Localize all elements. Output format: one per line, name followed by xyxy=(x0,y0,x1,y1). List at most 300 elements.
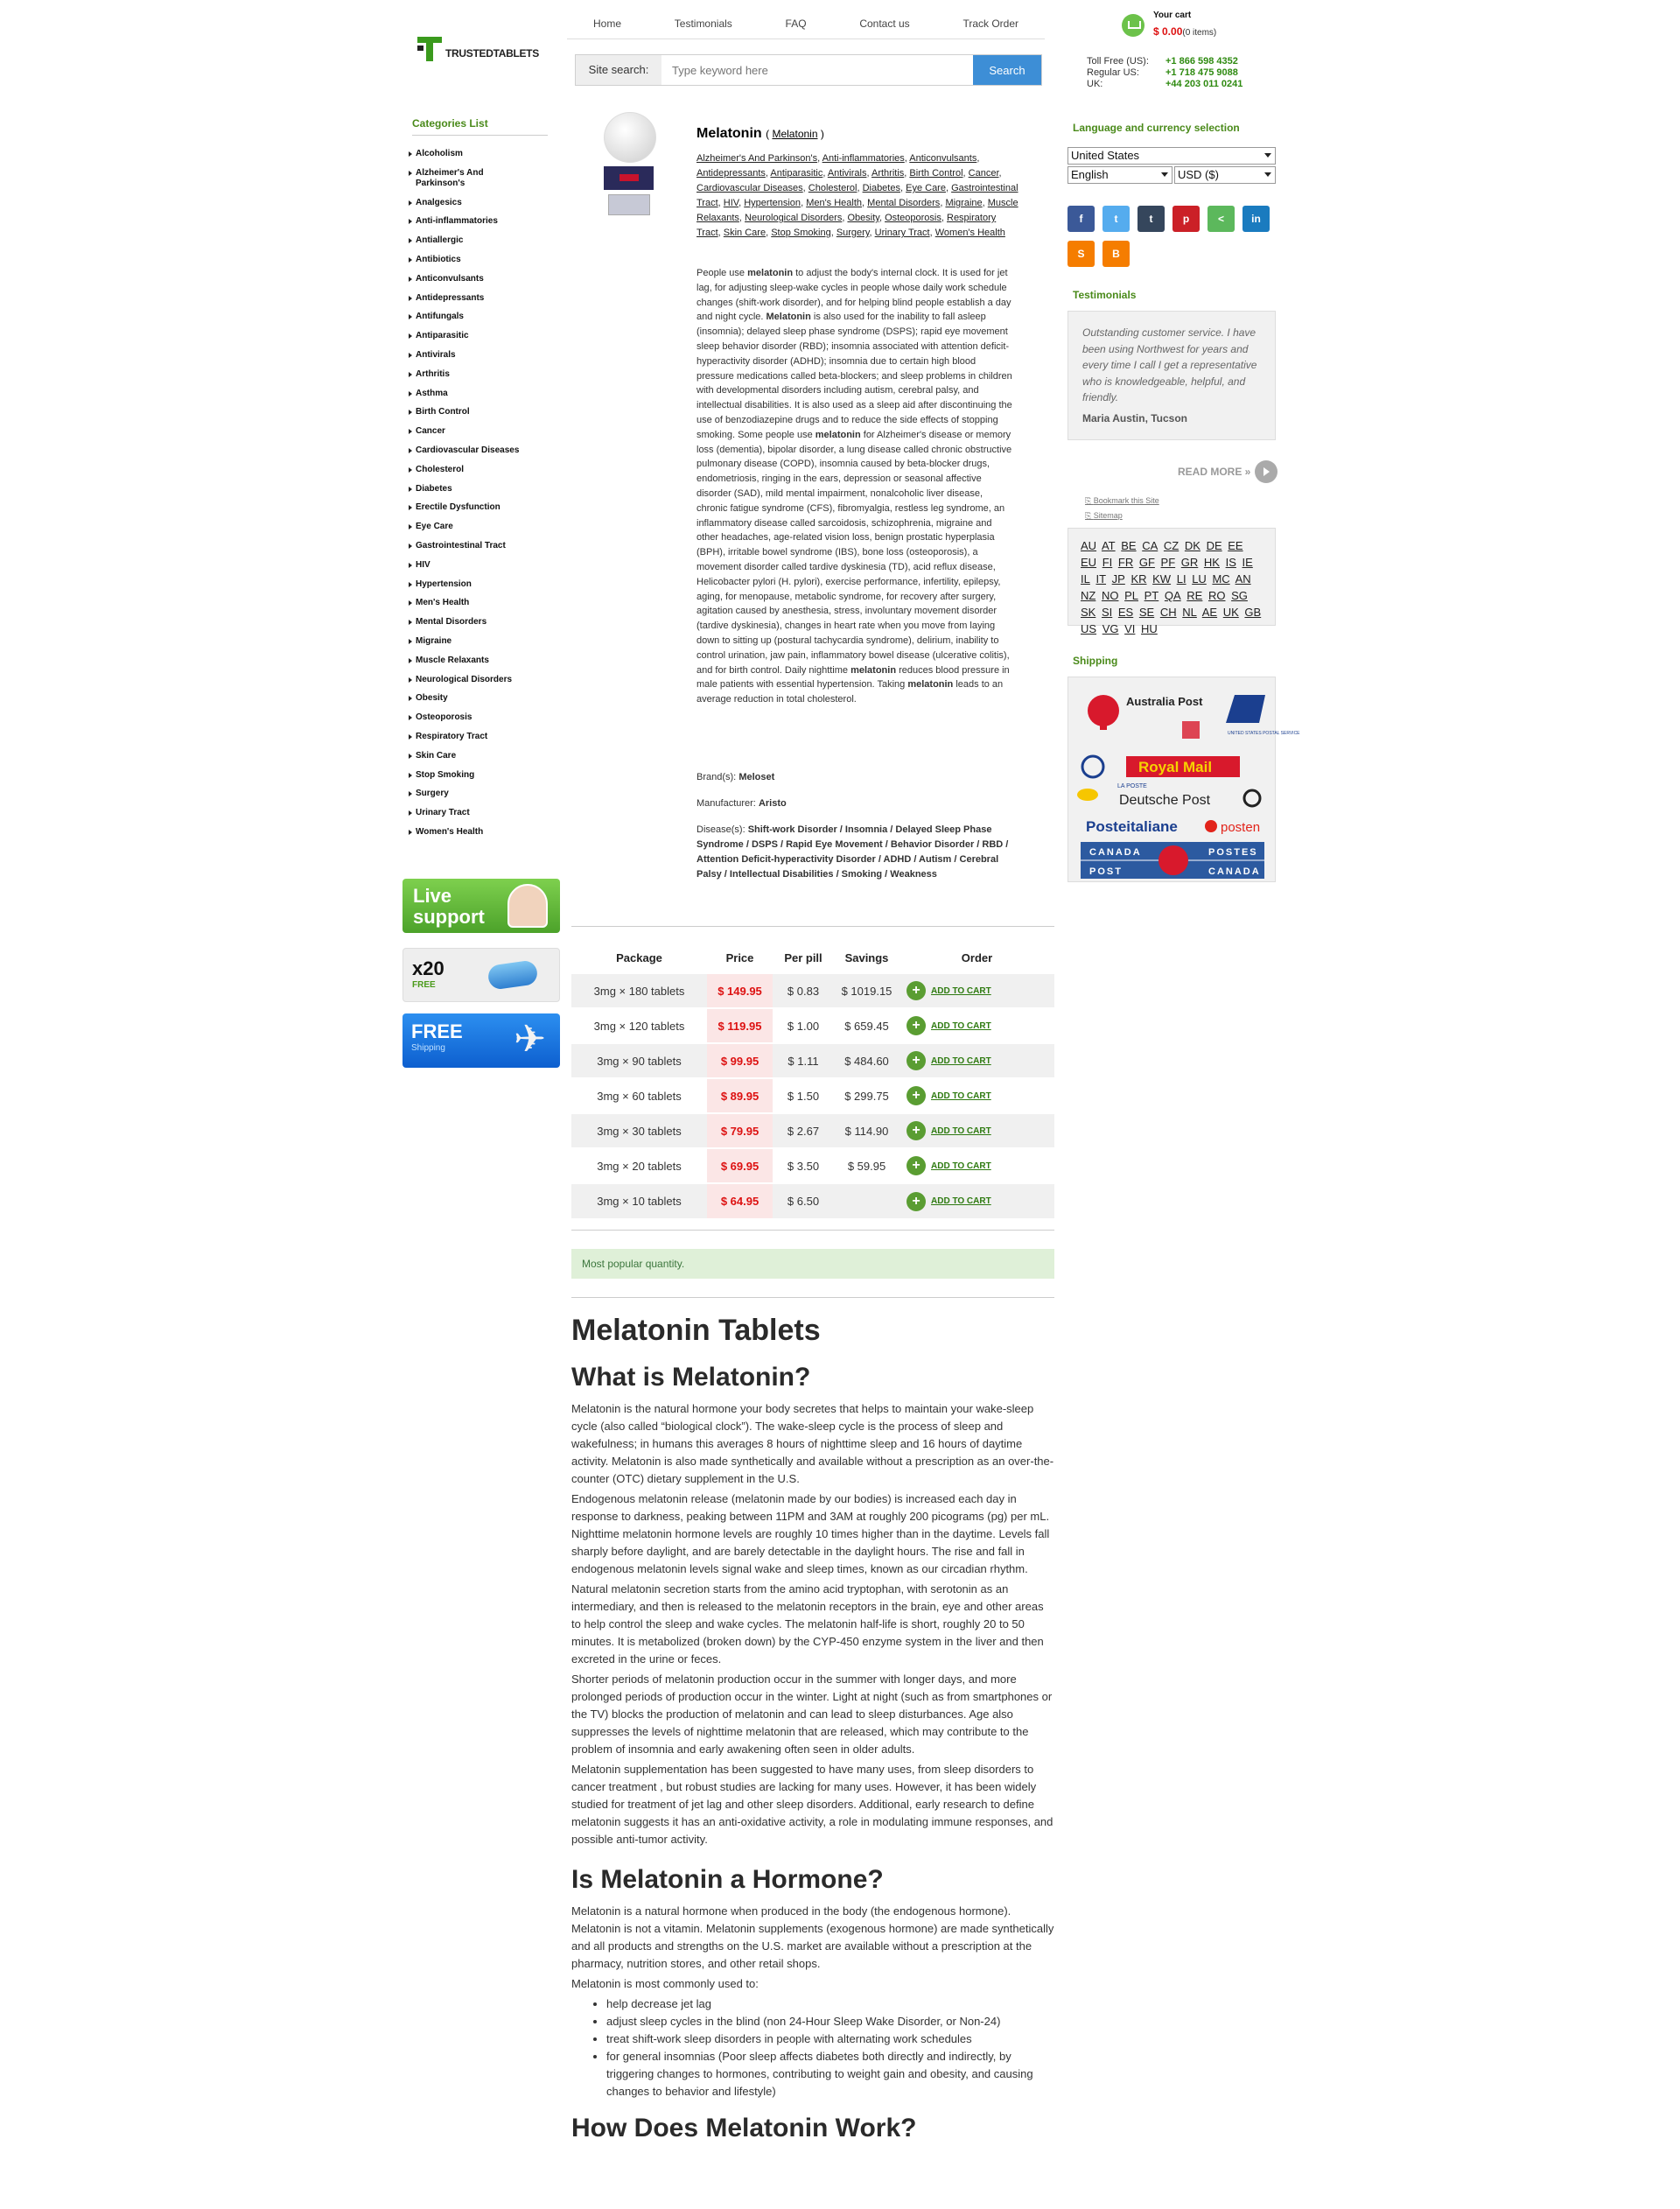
category-tag-link[interactable]: Birth Control xyxy=(909,168,963,179)
section-heading: What is Melatonin? xyxy=(571,1363,811,1392)
country-link[interactable]: GR xyxy=(1180,556,1199,569)
country-link[interactable]: PT xyxy=(1144,589,1159,602)
article-paragraph: Melatonin is the natural hormone your body secretes that helps to maintain your wake-sleep cycle (also called “biological clock”). The wake-sleep cycle is the process of sleep and wakefulness; in humans this averages 8 hours of nighttime sleep and 16 hours of daytime activity. Melatonin is also made synthetically and available without a prescription as an over-the-counter (OTC) dietary supplement in the U.S. xyxy=(571,1402,1054,1485)
per-pill-cell: $ 1.00 xyxy=(773,1008,834,1043)
keyword: melatonin xyxy=(907,679,954,691)
category-link[interactable]: Birth Control xyxy=(407,407,556,417)
country-link[interactable]: VG xyxy=(1102,622,1119,635)
country-link[interactable]: RE xyxy=(1186,589,1203,602)
shipping-logo-label: POST xyxy=(1089,866,1123,877)
category-link[interactable]: Antivirals xyxy=(407,350,556,361)
add-to-cart-button[interactable] xyxy=(900,1044,1054,1077)
categories-title: Categories List xyxy=(412,117,548,136)
category-link[interactable]: Antiparasitic xyxy=(407,331,556,341)
savings-cell: $ 299.75 xyxy=(834,1078,900,1113)
country-link[interactable]: DE xyxy=(1206,539,1222,552)
linkedin-icon[interactable]: in xyxy=(1242,206,1270,232)
category-link[interactable]: Cancer xyxy=(407,426,556,437)
product-generic-link[interactable]: Melatonin xyxy=(772,128,818,140)
country-link[interactable]: CZ xyxy=(1163,539,1180,552)
category-tag-link[interactable]: Arthritis xyxy=(871,168,905,179)
plus-icon: + xyxy=(906,1051,926,1070)
list-item: • for general insomnias (Poor sleep affects diabetes both directly and indirectly, by triggering changes to hormones, contributing to weight gain and obesity, and causing changes to behavior and lifestyle) xyxy=(606,2048,1056,2100)
price-cell: $ 64.95 xyxy=(707,1183,773,1218)
stumbleupon-icon[interactable]: S xyxy=(1068,241,1095,267)
category-tag-link[interactable]: Urinary Tract xyxy=(874,228,930,238)
search-button[interactable]: Search xyxy=(973,55,1041,85)
section-heading: How Does Melatonin Work? xyxy=(571,2114,917,2142)
nav-testimonials[interactable]: Testimonials xyxy=(674,18,732,30)
country-link[interactable]: AU xyxy=(1081,539,1097,552)
category-link[interactable]: Respiratory Tract xyxy=(407,732,556,742)
package-cell: 3mg × 180 tablets xyxy=(571,973,707,1008)
category-link[interactable]: Neurological Disorders xyxy=(407,675,556,685)
country-link[interactable]: ES xyxy=(1117,606,1134,619)
per-pill-cell: $ 6.50 xyxy=(773,1183,834,1218)
twitter-icon[interactable]: t xyxy=(1102,206,1130,232)
category-link[interactable]: Surgery xyxy=(407,789,556,799)
category-tag-link[interactable]: Alzheimer's And Parkinson's xyxy=(696,153,818,164)
section-heading: Is Melatonin a Hormone? xyxy=(571,1865,884,1894)
keyword: Melatonin xyxy=(766,312,811,323)
shipping-logo-label: UNITED STATES POSTAL SERVICE xyxy=(1228,731,1300,736)
shipping-logo-label: Posteitaliane xyxy=(1086,818,1178,835)
tumblr-icon[interactable]: t xyxy=(1138,206,1165,232)
country-link[interactable]: SE xyxy=(1138,606,1155,619)
add-to-cart-label: ADD TO CART xyxy=(931,1161,991,1171)
category-tag-link[interactable]: Hypertension xyxy=(744,198,802,208)
site-search xyxy=(575,54,1042,86)
free-shipping-title: FREE xyxy=(411,1020,463,1042)
country-link[interactable]: IE xyxy=(1242,556,1253,569)
column-header: Per pill xyxy=(784,951,822,964)
country-link[interactable]: UK xyxy=(1222,606,1239,619)
facebook-icon[interactable]: f xyxy=(1068,206,1095,232)
category-link[interactable]: Stop Smoking xyxy=(407,770,556,781)
shipping-logo-label: Australia Post xyxy=(1126,695,1203,708)
country-link[interactable]: GB xyxy=(1244,606,1262,619)
pricing-row xyxy=(571,1113,1054,1148)
savings-cell: $ 1019.15 xyxy=(834,973,900,1008)
country-link[interactable]: IT xyxy=(1096,572,1107,586)
keyword: melatonin xyxy=(850,664,897,676)
order-cell xyxy=(900,1043,1054,1078)
category-tag-link[interactable]: Gastrointestinal Tract xyxy=(696,183,1018,208)
country-link[interactable]: SI xyxy=(1101,606,1113,619)
country-link[interactable]: QA xyxy=(1164,589,1181,602)
package-cell: 3mg × 20 tablets xyxy=(571,1148,707,1183)
country-link[interactable]: SK xyxy=(1081,606,1096,619)
cart-title[interactable]: Your cart xyxy=(1153,11,1192,20)
shipping-logo-label: Royal Mail xyxy=(1138,759,1213,775)
phone-label: Toll Free (US): xyxy=(1087,56,1149,67)
cart-icon[interactable] xyxy=(1122,14,1144,37)
categories-list xyxy=(407,149,556,846)
carrier-logos-graphic xyxy=(1068,677,1300,883)
package-cell: 3mg × 120 tablets xyxy=(571,1008,707,1043)
country-link[interactable]: AN xyxy=(1235,572,1251,586)
country-link[interactable]: AT xyxy=(1101,539,1116,552)
nav-home[interactable]: Home xyxy=(593,18,622,30)
shipping-logos xyxy=(1068,677,1300,882)
savings-cell xyxy=(834,1183,900,1218)
price-cell: $ 99.95 xyxy=(707,1043,773,1078)
category-link[interactable]: Antiallergic xyxy=(407,235,556,246)
add-to-cart-button[interactable] xyxy=(900,1185,1054,1218)
site-logo[interactable] xyxy=(417,35,539,63)
pricing-row xyxy=(571,973,1054,1008)
popular-quantity-note: Most popular quantity. xyxy=(571,1249,1054,1279)
plus-icon: + xyxy=(906,981,926,1000)
category-link[interactable]: HIV xyxy=(407,560,556,571)
category-link[interactable]: Obesity xyxy=(407,693,556,704)
add-to-cart-button[interactable] xyxy=(900,1009,1054,1042)
country-link[interactable]: GF xyxy=(1138,556,1155,569)
package-cell: 3mg × 10 tablets xyxy=(571,1183,707,1218)
country-link[interactable]: MC xyxy=(1212,572,1230,586)
plus-icon: + xyxy=(906,1192,926,1211)
add-to-cart-button[interactable] xyxy=(900,1114,1054,1147)
country-link[interactable]: LI xyxy=(1176,572,1186,586)
category-link[interactable]: Men's Health xyxy=(407,598,556,608)
country-link[interactable]: CA xyxy=(1142,539,1158,552)
phone-number: +44 203 011 0241 xyxy=(1166,79,1243,89)
per-pill-cell: $ 2.67 xyxy=(773,1113,834,1148)
category-link[interactable]: Diabetes xyxy=(407,484,556,494)
category-link[interactable]: Alzheimer's And Parkinson's xyxy=(407,168,490,189)
cart-total-amount: $ 0.00 xyxy=(1153,25,1183,38)
language-currency-title: Language and currency selection xyxy=(1073,122,1240,134)
product-description: People use melatonin to adjust the body's internal clock. It is used for jet lag, for adjusting sleep-wake cycles in people whose daily work schedule changes (shift-work disorder), and for helping blind people establish a day and night cycle. Melatonin is also used for the inability to fall asleep (insomnia); delayed sleep phase syndrome (DSPS); rapid eye movement sleep behavior disorder (RBD); insomnia associated with attention deficit-hyperactivity disorder (ADHD); insomnia due to certain high blood pressure medications called beta-blockers; and sleep problems in children with developmental disorders including autism, cerebral palsy, and intellectual disabilities. It is also used as a sleep aid after discontinuing the use of benzodiazepine drugs and to reduce the side effects of stopping smoking. Some people use melatonin for Alzheimer's disease or memory loss (dementia), bipolar disorder, a lung disease called chronic obstructive pulmonary disease (COPD), insomnia caused by beta-blocker drugs, endometriosis, ringing in the ears, depression or seasonal affective disorder (SAD), mild mental impairment, nonalcoholic liver disease, chronic fatigue syndrome (CFS), fibromyalgia, restless leg syndrome, an inflammatory disease called sarcoidosis, schizophrenia, migraine and other headaches, age-related vision loss, benign prostatic hyperplasia (BPH), irritable bowel syndrome (IBS), bone loss (osteoporosis), a movement disorder called tardive dyskinesia (TD), acid reflux disease, Helicobacter pylori (H. pylori), exercise performance, infertility, epilepsy, aging, for menopause, metabolic syndrome, for recovery after surgery, agitation caused by anesthesia, stress, involuntary movement disorder (tardive dyskinesia), changes in heart rate when you move from laying down to sitting up (postural tachycardia syndrome), delirium, inability to control urination, jaw pain, inflammatory bowel disease (ulcerative colitis), and for birth control. Daily nighttime melatonin reduces blood pressure in male patients with essential hypertension. Taking melatonin leads to an average reduction in total cholesterol. xyxy=(696,268,1012,705)
brand-value: Meloset xyxy=(738,772,775,782)
free-shipping-banner[interactable] xyxy=(402,1013,560,1068)
pricing-header-row xyxy=(571,943,1054,973)
category-tag-link[interactable]: Eye Care xyxy=(906,183,946,193)
category-link[interactable]: Muscle Relaxants xyxy=(407,656,556,666)
list-item: • help decrease jet lag xyxy=(606,1995,1056,2013)
product-name: Melatonin xyxy=(696,126,762,141)
per-pill-cell: $ 1.11 xyxy=(773,1043,834,1078)
category-link[interactable]: Antidepressants xyxy=(407,293,556,304)
article-paragraph: Shorter periods of melatonin production occur in the summer with longer days, and more prolonged periods of production occur in the winter. Light at night (such as from smartphones or the TV) blocks the production of melatonin and can lead to sleep disturbances. Age also suppresses the levels of nighttime melatonin that are released, which may contribute to the problem of insomnia and early awakening often seen in older adults. xyxy=(571,1673,1053,1756)
read-more-link[interactable]: READ MORE » xyxy=(1178,466,1251,478)
add-to-cart-label: ADD TO CART xyxy=(931,1055,991,1066)
language-select[interactable]: English xyxy=(1068,166,1172,184)
savings-cell: $ 484.60 xyxy=(834,1043,900,1078)
country-link[interactable]: JP xyxy=(1111,572,1125,586)
live-support-banner[interactable] xyxy=(402,879,560,933)
shipping-logo-label: Deutsche Post xyxy=(1119,793,1211,808)
country-link[interactable]: NL xyxy=(1182,606,1197,619)
country-link[interactable]: BE xyxy=(1121,539,1137,552)
category-tag-link[interactable]: Anticonvulsants xyxy=(909,153,977,164)
category-tag-link[interactable]: Diabetes xyxy=(862,183,900,193)
category-link[interactable]: Anti-inflammatories xyxy=(407,216,556,227)
category-link[interactable]: Cardiovascular Diseases xyxy=(407,445,556,456)
category-link[interactable]: Anticonvulsants xyxy=(407,274,556,284)
country-link[interactable]: IL xyxy=(1081,572,1090,586)
search-input[interactable] xyxy=(662,55,973,85)
country-link[interactable]: KR xyxy=(1130,572,1147,586)
testimonial-author: Maria Austin, Tucson xyxy=(1082,412,1188,424)
order-cell xyxy=(900,1113,1054,1148)
support-agent-icon xyxy=(508,884,548,928)
category-link[interactable]: Migraine xyxy=(407,636,556,647)
country-link[interactable]: RO xyxy=(1208,589,1226,602)
category-tag-link[interactable]: Men's Health xyxy=(806,198,863,208)
per-pill-cell: $ 3.50 xyxy=(773,1148,834,1183)
category-link[interactable]: Antifungals xyxy=(407,312,556,322)
country-link[interactable]: SG xyxy=(1231,589,1248,602)
category-tag-link[interactable]: Migraine xyxy=(945,198,983,208)
article-paragraph: Melatonin supplementation has been suggested to have many uses, from sleep disorders to cancer treatment , but robust studies are lacking for many uses. However, it has been widely studied for treatment of jet lag and other sleep disorders. Additional, early research to define melatonin suggests it has an anti-oxidative activity, a role in modulating immune responses, and possible anti-tumor activity. xyxy=(571,1763,1054,1846)
article-title: Melatonin Tablets xyxy=(571,1314,821,1347)
column-header: Price xyxy=(725,951,754,964)
category-tag-link[interactable]: Cholesterol xyxy=(808,183,858,193)
divider xyxy=(571,1230,1054,1231)
phone-number: +1 718 475 9088 xyxy=(1166,67,1238,78)
nav-contact[interactable]: Contact us xyxy=(859,18,910,30)
category-link[interactable]: Asthma xyxy=(407,389,556,399)
arrow-right-icon[interactable] xyxy=(1255,460,1278,483)
category-tag-link[interactable]: HIV xyxy=(723,198,739,208)
product-brand xyxy=(696,772,774,782)
shipping-logo-label: CANADA xyxy=(1208,866,1261,877)
category-tag-link[interactable]: Cancer xyxy=(968,168,999,179)
cart-total[interactable] xyxy=(1153,25,1216,38)
pill-icon xyxy=(486,959,538,991)
list-item: • adjust sleep cycles in the blind (non 24-Hour Sleep Wake Disorder, or Non-24) xyxy=(606,2013,1056,2030)
country-links xyxy=(1068,528,1276,635)
divider xyxy=(571,926,1054,927)
plus-icon: + xyxy=(906,1016,926,1035)
category-tag-link[interactable]: Muscle Relaxants xyxy=(696,198,1018,223)
order-cell xyxy=(900,1183,1054,1218)
product-title xyxy=(696,126,824,142)
add-to-cart-label: ADD TO CART xyxy=(931,1020,991,1031)
country-select[interactable]: United States xyxy=(1068,147,1276,165)
category-link[interactable]: Eye Care xyxy=(407,522,556,532)
keyword: melatonin xyxy=(815,429,861,440)
savings-cell: $ 59.95 xyxy=(834,1148,900,1183)
category-link[interactable]: Erectile Dysfunction xyxy=(407,502,556,513)
category-tag-link[interactable]: Antivirals xyxy=(827,168,867,179)
testimonials-title: Testimonials xyxy=(1073,289,1137,301)
divider xyxy=(571,1297,1054,1298)
category-tag-link[interactable]: Surgery xyxy=(836,228,870,238)
country-link[interactable]: KW xyxy=(1152,572,1172,586)
diseases-value: Shift-work Disorder / Insomnia / Delayed Sleep Phase Syndrome / DSPS / Rapid Eye Movement / Behavior Disorder / RBD / Attention Deficit-hyperactivity Disorder / ADHD / Autism / Cerebral Palsy / Intellectual Disabilities / Smoking / Weakness xyxy=(696,824,1009,880)
price-cell: $ 79.95 xyxy=(707,1113,773,1148)
list-item: • treat shift-work sleep disorders in people with alternating work schedules xyxy=(606,2030,1056,2048)
savings-cell: $ 659.45 xyxy=(834,1008,900,1043)
package-cell: 3mg × 60 tablets xyxy=(571,1078,707,1113)
pricing-row xyxy=(571,1078,1054,1113)
category-link[interactable]: Women's Health xyxy=(407,827,556,838)
category-tag-link[interactable]: Osteoporosis xyxy=(885,213,942,223)
manufacturer-label: Manufacturer: xyxy=(696,798,756,809)
add-to-cart-button[interactable] xyxy=(900,1149,1054,1182)
price-cell: $ 119.95 xyxy=(707,1008,773,1043)
free-pills-banner[interactable] xyxy=(402,948,560,1002)
country-link[interactable]: IS xyxy=(1225,556,1236,569)
article-paragraph: Melatonin is most commonly used to: xyxy=(571,1977,759,1990)
product-image-box[interactable] xyxy=(604,166,654,190)
logo-text: TRUSTEDTABLETS xyxy=(445,47,539,60)
country-link[interactable]: EE xyxy=(1228,539,1243,552)
category-link[interactable]: Gastrointestinal Tract xyxy=(407,541,556,551)
country-link[interactable]: HK xyxy=(1203,556,1220,569)
plus-icon: + xyxy=(906,1121,926,1140)
category-tag-link[interactable]: Anti-inflammatories xyxy=(822,153,905,164)
country-link[interactable]: DK xyxy=(1184,539,1200,552)
category-tag-link[interactable]: Stop Smoking xyxy=(771,228,831,238)
country-link[interactable]: CH xyxy=(1159,606,1177,619)
column-header: Package xyxy=(616,951,662,964)
package-cell: 3mg × 90 tablets xyxy=(571,1043,707,1078)
country-link[interactable]: NO xyxy=(1101,589,1119,602)
free-pills-count: x20 xyxy=(412,957,444,979)
keyword: melatonin xyxy=(747,268,794,278)
category-link[interactable]: Antibiotics xyxy=(407,255,556,265)
shipping-logo-label: CANADA xyxy=(1089,847,1142,858)
testimonial-box xyxy=(1068,311,1276,440)
bookmark-link[interactable]: ⎘ Bookmark this Site xyxy=(1085,496,1159,505)
product-category-tags: Alzheimer's And Parkinson's, Anti-inflammatories, Anticonvulsants, Antidepressants, Antiparasitic, Antivirals, Arthritis, Birth Control, Cancer, Cardiovascular Diseases, Cholesterol, Diabetes, Eye Care, Gastrointestinal Tract, HIV, Hypertension, Men's Health, Mental Disorders, Migraine, Muscle Relaxants, Neurological Disorders, Obesity, Osteoporosis, Respiratory Tract, Skin Care, Stop Smoking, Surgery, Urinary Tract, Women's Health xyxy=(696,153,1018,238)
category-tag-link[interactable]: Skin Care xyxy=(723,228,766,238)
product-image-blister[interactable] xyxy=(608,194,650,215)
shipping-title: Shipping xyxy=(1073,655,1118,667)
category-tag-link[interactable]: Cardiovascular Diseases xyxy=(696,183,803,193)
order-cell xyxy=(900,1148,1054,1183)
nav-track-order[interactable]: Track Order xyxy=(962,18,1018,30)
category-link[interactable]: Skin Care xyxy=(407,751,556,761)
airplane-icon: ✈ xyxy=(514,1018,546,1061)
category-link[interactable]: Mental Disorders xyxy=(407,617,556,628)
order-cell xyxy=(900,973,1054,1008)
product-manufacturer xyxy=(696,798,787,809)
shipping-logo-label: POSTES xyxy=(1208,847,1258,858)
blogger-icon[interactable]: B xyxy=(1102,241,1130,267)
share-icon[interactable]: < xyxy=(1208,206,1235,232)
country-link[interactable]: LU xyxy=(1192,572,1207,586)
logo-mark-icon xyxy=(417,37,442,61)
uses-list xyxy=(606,1995,1056,2100)
add-to-cart-label: ADD TO CART xyxy=(931,1196,991,1206)
country-link[interactable]: EU xyxy=(1081,556,1097,569)
phone-numbers xyxy=(1087,56,1242,90)
pinterest-icon[interactable]: p xyxy=(1172,206,1200,232)
country-link[interactable]: US xyxy=(1081,622,1097,635)
country-link[interactable]: VI xyxy=(1124,622,1136,635)
pricing-row xyxy=(571,1008,1054,1043)
testimonial-quote: Outstanding customer service. I have been using Northwest for years and every time I call I get a representative who is knowledgeable, helpful, and friendly. xyxy=(1082,326,1257,403)
country-link[interactable]: PF xyxy=(1160,556,1176,569)
per-pill-cell: $ 0.83 xyxy=(773,973,834,1008)
country-link[interactable]: FI xyxy=(1102,556,1113,569)
phone-number: +1 866 598 4352 xyxy=(1166,56,1238,67)
nav-faq[interactable]: FAQ xyxy=(785,18,807,30)
search-label: Site search: xyxy=(576,55,662,85)
pricing-table xyxy=(571,943,1054,1218)
savings-cell: $ 114.90 xyxy=(834,1113,900,1148)
cart-item-count: (0 items) xyxy=(1182,28,1217,38)
price-cell: $ 149.95 xyxy=(707,973,773,1008)
category-link[interactable]: Analgesics xyxy=(407,198,556,208)
column-header: Order xyxy=(961,951,993,964)
category-tag-link[interactable]: Neurological Disorders xyxy=(745,213,843,223)
category-link[interactable]: Cholesterol xyxy=(407,465,556,475)
pricing-rows xyxy=(571,973,1054,1218)
package-cell: 3mg × 30 tablets xyxy=(571,1113,707,1148)
sitemap-link-text: Sitemap xyxy=(1093,511,1123,520)
shipping-logo-label: LA POSTE xyxy=(1117,783,1147,789)
add-to-cart-label: ADD TO CART xyxy=(931,1090,991,1101)
column-header: Savings xyxy=(844,951,889,964)
add-to-cart-label: ADD TO CART xyxy=(931,1126,991,1136)
category-tag-link[interactable]: Antiparasitic xyxy=(770,168,823,179)
country-link[interactable]: FR xyxy=(1117,556,1134,569)
live-support-text: Live support xyxy=(413,885,485,928)
currency-select[interactable]: USD ($) xyxy=(1174,166,1276,184)
order-cell xyxy=(900,1008,1054,1043)
product-generic: ( Melatonin ) xyxy=(766,128,824,140)
category-link[interactable]: Arthritis xyxy=(407,369,556,380)
add-to-cart-button[interactable] xyxy=(900,1079,1054,1112)
price-cell: $ 89.95 xyxy=(707,1078,773,1113)
per-pill-cell: $ 1.50 xyxy=(773,1078,834,1113)
bookmark-link-text: Bookmark this Site xyxy=(1093,496,1159,505)
article-paragraph: Melatonin is a natural hormone when produced in the body (the endogenous hormone). Melatonin is not a vitamin. Melatonin supplements (exogenous hormone) are made synthetically and all products and strengths on the U.S. market are available without a prescription at the pharmacy, nutrition stores, and other retail shops. xyxy=(571,1904,1054,1970)
pricing-row xyxy=(571,1183,1054,1218)
shipping-logo-label: posten xyxy=(1221,820,1261,835)
article-paragraph: Endogenous melatonin release (melatonin made by our bodies) is increased each day in response to darkness, peaking between 11PM and 3AM at roughly 200 picograms (pg) per mL. Nighttime melatonin hormone levels are roughly 10 times higher than in the daytime. Levels fall sharply before daylight, and are barely detectable in the daylight hours. The rise and fall in endogenous melatonin levels signal wake and sleep times, known as our circadian rhythm. xyxy=(571,1492,1050,1575)
add-to-cart-button[interactable] xyxy=(900,974,1054,1007)
category-link[interactable]: Alcoholism xyxy=(407,149,556,159)
diseases-label: Disease(s): xyxy=(696,824,746,835)
category-link[interactable]: Urinary Tract xyxy=(407,808,556,818)
pricing-row xyxy=(571,1148,1054,1183)
pricing-row xyxy=(571,1043,1054,1078)
order-cell xyxy=(900,1078,1054,1113)
category-link[interactable]: Hypertension xyxy=(407,579,556,590)
category-tag-link[interactable]: Mental Disorders xyxy=(867,198,941,208)
price-cell: $ 69.95 xyxy=(707,1148,773,1183)
free-pills-label: FREE xyxy=(412,980,436,990)
article-paragraph: Natural melatonin secretion starts from the amino acid tryptophan, with serotonin as an intermediary, and then is released to the melatonin receptors in the brain, eye and other areas to help control the sleep and wake cycles. The melatonin half-life is short, roughly 20 to 50 minutes. It is metabolized (broken down) by the CYP-450 enzyme system in the liver and then excreted in the urine or feces. xyxy=(571,1582,1044,1666)
article xyxy=(571,1313,1056,2151)
top-nav xyxy=(567,18,1045,30)
category-link[interactable]: Osteoporosis xyxy=(407,712,556,723)
product-image-pill[interactable] xyxy=(604,112,656,163)
country-link[interactable]: AE xyxy=(1201,606,1218,619)
category-tag-link[interactable]: Obesity xyxy=(847,213,879,223)
category-tag-link[interactable]: Respiratory Tract xyxy=(696,213,997,238)
plus-icon: + xyxy=(906,1156,926,1175)
country-link[interactable]: NZ xyxy=(1081,589,1096,602)
country-link[interactable]: HU xyxy=(1141,622,1158,635)
add-to-cart-label: ADD TO CART xyxy=(931,985,991,996)
category-tag-link[interactable]: Women's Health xyxy=(934,228,1005,238)
category-tag-link[interactable]: Antidepressants xyxy=(696,168,766,179)
country-link[interactable]: PL xyxy=(1124,589,1138,602)
brand-label: Brand(s): xyxy=(696,772,737,782)
manufacturer-value: Aristo xyxy=(758,798,787,809)
phone-label: UK: xyxy=(1087,79,1103,89)
sitemap-link[interactable]: ⎘ Sitemap xyxy=(1085,511,1123,520)
free-shipping-label: Shipping xyxy=(411,1043,445,1053)
plus-icon: + xyxy=(906,1086,926,1105)
